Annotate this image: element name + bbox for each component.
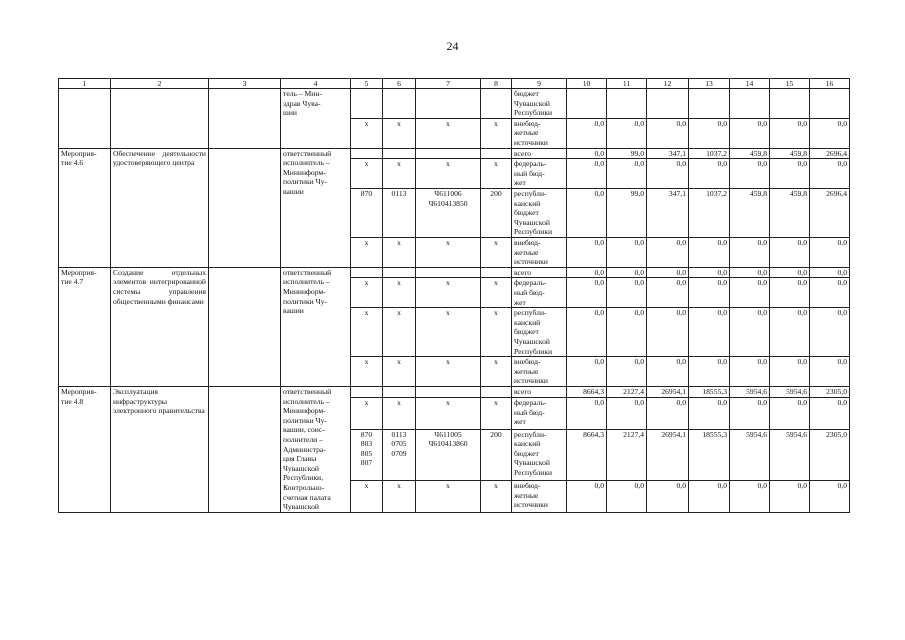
year-value: 0,0 xyxy=(770,278,810,308)
year-value: 459,8 xyxy=(770,188,810,237)
target-article-code: Ч611005 Ч610413860 xyxy=(416,429,481,481)
event-label: Мероприя- тие 4.7 xyxy=(59,267,111,386)
year-value: 0,0 xyxy=(730,481,770,512)
year-value: 0,0 xyxy=(689,481,730,512)
year-value: 99,0 xyxy=(607,148,647,159)
grbs-code xyxy=(351,267,383,278)
grbs-code: 870 xyxy=(351,188,383,237)
expense-type-code xyxy=(481,386,512,397)
funding-source: внебюд- жетные источники xyxy=(512,481,567,512)
year-value: 0,0 xyxy=(689,118,730,148)
expense-type-code: х xyxy=(481,398,512,429)
grbs-code xyxy=(351,89,383,119)
goal-cell xyxy=(209,89,281,149)
year-value: 0,0 xyxy=(567,159,607,189)
target-article-code: х xyxy=(416,118,481,148)
year-value: 2127,4 xyxy=(607,386,647,397)
year-value: 1037,2 xyxy=(689,188,730,237)
event-label: Мероприя- тие 4.6 xyxy=(59,148,111,267)
year-value: 0,0 xyxy=(770,237,810,267)
column-number: 9 xyxy=(512,79,567,89)
year-value: 459,8 xyxy=(770,148,810,159)
year-value: 0,0 xyxy=(689,357,730,387)
year-value: 18555,3 xyxy=(689,386,730,397)
funding-source: всего xyxy=(512,267,567,278)
event-label xyxy=(59,89,111,149)
section-code xyxy=(383,267,416,278)
year-value: 0,0 xyxy=(567,148,607,159)
responsible-executor: ответственный исполнитель – Мининформ- политики Чу- вашии, соис- полнители – Администра- ция Главы Чувашской Республики, Контрольно- счетная палата Чувашской xyxy=(281,386,351,512)
target-article-code: Ч611006 Ч610413850 xyxy=(416,188,481,237)
year-value: 0,0 xyxy=(607,267,647,278)
section-code: х xyxy=(383,481,416,512)
year-value xyxy=(607,89,647,119)
year-value: 0,0 xyxy=(730,357,770,387)
year-value: 0,0 xyxy=(567,357,607,387)
year-value xyxy=(810,89,850,119)
year-value: 347,1 xyxy=(647,188,689,237)
year-value: 26954,1 xyxy=(647,429,689,481)
year-value: 0,0 xyxy=(770,357,810,387)
year-value: 0,0 xyxy=(647,481,689,512)
funding-source: республи- канский бюджет Чувашской Республики xyxy=(512,188,567,237)
year-value: 0,0 xyxy=(567,308,607,357)
expense-type-code: х xyxy=(481,237,512,267)
year-value: 0,0 xyxy=(647,357,689,387)
target-article-code xyxy=(416,267,481,278)
grbs-code: х xyxy=(351,118,383,148)
column-number: 8 xyxy=(481,79,512,89)
section-code: х xyxy=(383,308,416,357)
expense-type-code: х xyxy=(481,357,512,387)
section-code: х xyxy=(383,118,416,148)
year-value: 459,8 xyxy=(730,148,770,159)
target-article-code: х xyxy=(416,308,481,357)
year-value: 0,0 xyxy=(607,398,647,429)
year-value: 5954,6 xyxy=(770,429,810,481)
section-code: 0113 xyxy=(383,188,416,237)
year-value xyxy=(730,89,770,119)
event-name: Эксплуатация инфраструктуры электронного правительства xyxy=(111,386,209,512)
year-value: 0,0 xyxy=(567,237,607,267)
grbs-code xyxy=(351,148,383,159)
section-code xyxy=(383,89,416,119)
grbs-code: х xyxy=(351,237,383,267)
year-value xyxy=(689,89,730,119)
section-code: 0113 0705 0709 xyxy=(383,429,416,481)
column-number: 3 xyxy=(209,79,281,89)
year-value: 0,0 xyxy=(689,267,730,278)
expense-type-code: 200 xyxy=(481,429,512,481)
year-value: 347,1 xyxy=(647,148,689,159)
responsible-executor: тель – Мин- здрав Чува- шии xyxy=(281,89,351,149)
funding-source: внебюд- жетные источники xyxy=(512,237,567,267)
section-code xyxy=(383,386,416,397)
event-label: Мероприя- тие 4.8 xyxy=(59,386,111,512)
expense-type-code: 200 xyxy=(481,188,512,237)
year-value: 2305,0 xyxy=(810,429,850,481)
year-value: 0,0 xyxy=(810,481,850,512)
year-value: 0,0 xyxy=(607,159,647,189)
funding-source: республи- канский бюджет Чувашской Республики xyxy=(512,429,567,481)
year-value: 0,0 xyxy=(730,118,770,148)
year-value: 0,0 xyxy=(647,267,689,278)
table-row xyxy=(59,267,850,278)
expense-type-code xyxy=(481,89,512,119)
column-number: 16 xyxy=(810,79,850,89)
column-number: 12 xyxy=(647,79,689,89)
expense-type-code: х xyxy=(481,278,512,308)
year-value: 0,0 xyxy=(770,308,810,357)
goal-cell xyxy=(209,267,281,386)
year-value: 0,0 xyxy=(607,308,647,357)
target-article-code xyxy=(416,386,481,397)
year-value: 0,0 xyxy=(770,267,810,278)
expense-type-code: х xyxy=(481,481,512,512)
table-row xyxy=(59,89,850,119)
column-number: 10 xyxy=(567,79,607,89)
event-name xyxy=(111,89,209,149)
expense-type-code: х xyxy=(481,308,512,357)
funding-source: бюджет Чувашской Республики xyxy=(512,89,567,119)
target-article-code xyxy=(416,89,481,119)
column-number: 4 xyxy=(281,79,351,89)
year-value: 0,0 xyxy=(689,398,730,429)
event-name: Обеспечение деятельности удостоверяющего центра xyxy=(111,148,209,267)
grbs-code xyxy=(351,386,383,397)
year-value: 0,0 xyxy=(607,481,647,512)
expense-type-code xyxy=(481,267,512,278)
year-value: 5954,6 xyxy=(770,386,810,397)
section-code: х xyxy=(383,398,416,429)
grbs-code: х xyxy=(351,398,383,429)
year-value: 5954,6 xyxy=(730,386,770,397)
year-value: 26954,1 xyxy=(647,386,689,397)
target-article-code: х xyxy=(416,159,481,189)
grbs-code: 870 803 805 807 xyxy=(351,429,383,481)
column-number-row xyxy=(59,79,850,89)
year-value: 0,0 xyxy=(730,278,770,308)
year-value: 0,0 xyxy=(730,237,770,267)
funding-source: всего xyxy=(512,386,567,397)
year-value: 0,0 xyxy=(730,267,770,278)
year-value: 0,0 xyxy=(607,278,647,308)
year-value: 0,0 xyxy=(810,278,850,308)
year-value: 0,0 xyxy=(647,278,689,308)
target-article-code xyxy=(416,148,481,159)
section-code: х xyxy=(383,357,416,387)
year-value: 0,0 xyxy=(770,159,810,189)
year-value xyxy=(647,89,689,119)
year-value: 0,0 xyxy=(647,159,689,189)
expense-type-code: х xyxy=(481,118,512,148)
target-article-code: х xyxy=(416,357,481,387)
year-value: 0,0 xyxy=(810,308,850,357)
year-value: 0,0 xyxy=(689,278,730,308)
year-value: 0,0 xyxy=(810,357,850,387)
year-value: 0,0 xyxy=(730,159,770,189)
year-value: 0,0 xyxy=(567,267,607,278)
year-value: 0,0 xyxy=(770,398,810,429)
year-value: 0,0 xyxy=(607,118,647,148)
year-value: 0,0 xyxy=(770,118,810,148)
year-value: 0,0 xyxy=(730,398,770,429)
funding-source: федераль- ный бюд- жет xyxy=(512,398,567,429)
year-value: 8664,3 xyxy=(567,386,607,397)
year-value: 459,8 xyxy=(730,188,770,237)
year-value: 0,0 xyxy=(647,308,689,357)
year-value: 0,0 xyxy=(810,118,850,148)
table-row xyxy=(59,148,850,159)
grbs-code: х xyxy=(351,308,383,357)
year-value: 0,0 xyxy=(810,267,850,278)
column-number: 11 xyxy=(607,79,647,89)
grbs-code: х xyxy=(351,357,383,387)
column-number: 2 xyxy=(111,79,209,89)
year-value xyxy=(770,89,810,119)
table-row xyxy=(59,386,850,397)
year-value: 0,0 xyxy=(810,159,850,189)
target-article-code: х xyxy=(416,278,481,308)
year-value: 99,0 xyxy=(607,188,647,237)
budget-table xyxy=(58,78,850,513)
grbs-code: х xyxy=(351,278,383,308)
column-number: 1 xyxy=(59,79,111,89)
event-name: Создание отдельных элементов интегрированной системы управления общественными финансами xyxy=(111,267,209,386)
funding-source: всего xyxy=(512,148,567,159)
page-number: 24 xyxy=(446,39,459,53)
year-value: 2127,4 xyxy=(607,429,647,481)
column-number: 6 xyxy=(383,79,416,89)
year-value: 2696,4 xyxy=(810,188,850,237)
section-code: х xyxy=(383,278,416,308)
year-value: 5954,6 xyxy=(730,429,770,481)
responsible-executor: ответственный исполнитель – Мининформ- политики Чу- вашии xyxy=(281,148,351,267)
target-article-code: х xyxy=(416,481,481,512)
year-value: 0,0 xyxy=(647,118,689,148)
year-value: 0,0 xyxy=(689,159,730,189)
year-value: 0,0 xyxy=(607,237,647,267)
year-value: 0,0 xyxy=(567,398,607,429)
year-value: 0,0 xyxy=(810,237,850,267)
column-number: 14 xyxy=(730,79,770,89)
column-number: 15 xyxy=(770,79,810,89)
column-number: 13 xyxy=(689,79,730,89)
year-value: 0,0 xyxy=(567,481,607,512)
goal-cell xyxy=(209,148,281,267)
funding-source: республи- канский бюджет Чувашской Республики xyxy=(512,308,567,357)
year-value: 0,0 xyxy=(810,398,850,429)
year-value: 2305,0 xyxy=(810,386,850,397)
section-code xyxy=(383,148,416,159)
year-value: 0,0 xyxy=(607,357,647,387)
year-value: 0,0 xyxy=(647,398,689,429)
year-value: 0,0 xyxy=(567,278,607,308)
funding-source: федераль- ный бюд- жет xyxy=(512,159,567,189)
funding-source: внебюд- жетные источники xyxy=(512,118,567,148)
year-value: 0,0 xyxy=(567,118,607,148)
section-code: х xyxy=(383,237,416,267)
expense-type-code xyxy=(481,148,512,159)
year-value: 2696,4 xyxy=(810,148,850,159)
goal-cell xyxy=(209,386,281,512)
year-value: 0,0 xyxy=(730,308,770,357)
funding-source: федераль- ный бюд- жет xyxy=(512,278,567,308)
responsible-executor: ответственный исполнитель – Мининформ- политики Чу- вашии xyxy=(281,267,351,386)
year-value: 0,0 xyxy=(567,188,607,237)
section-code: х xyxy=(383,159,416,189)
year-value xyxy=(567,89,607,119)
column-number: 5 xyxy=(351,79,383,89)
target-article-code: х xyxy=(416,398,481,429)
year-value: 0,0 xyxy=(770,481,810,512)
year-value: 0,0 xyxy=(647,237,689,267)
year-value: 18555,3 xyxy=(689,429,730,481)
column-number: 7 xyxy=(416,79,481,89)
target-article-code: х xyxy=(416,237,481,267)
grbs-code: х xyxy=(351,159,383,189)
year-value: 0,0 xyxy=(689,237,730,267)
year-value: 0,0 xyxy=(689,308,730,357)
expense-type-code: х xyxy=(481,159,512,189)
funding-source: внебюд- жетные источники xyxy=(512,357,567,387)
year-value: 1037,2 xyxy=(689,148,730,159)
year-value: 8664,3 xyxy=(567,429,607,481)
grbs-code: х xyxy=(351,481,383,512)
